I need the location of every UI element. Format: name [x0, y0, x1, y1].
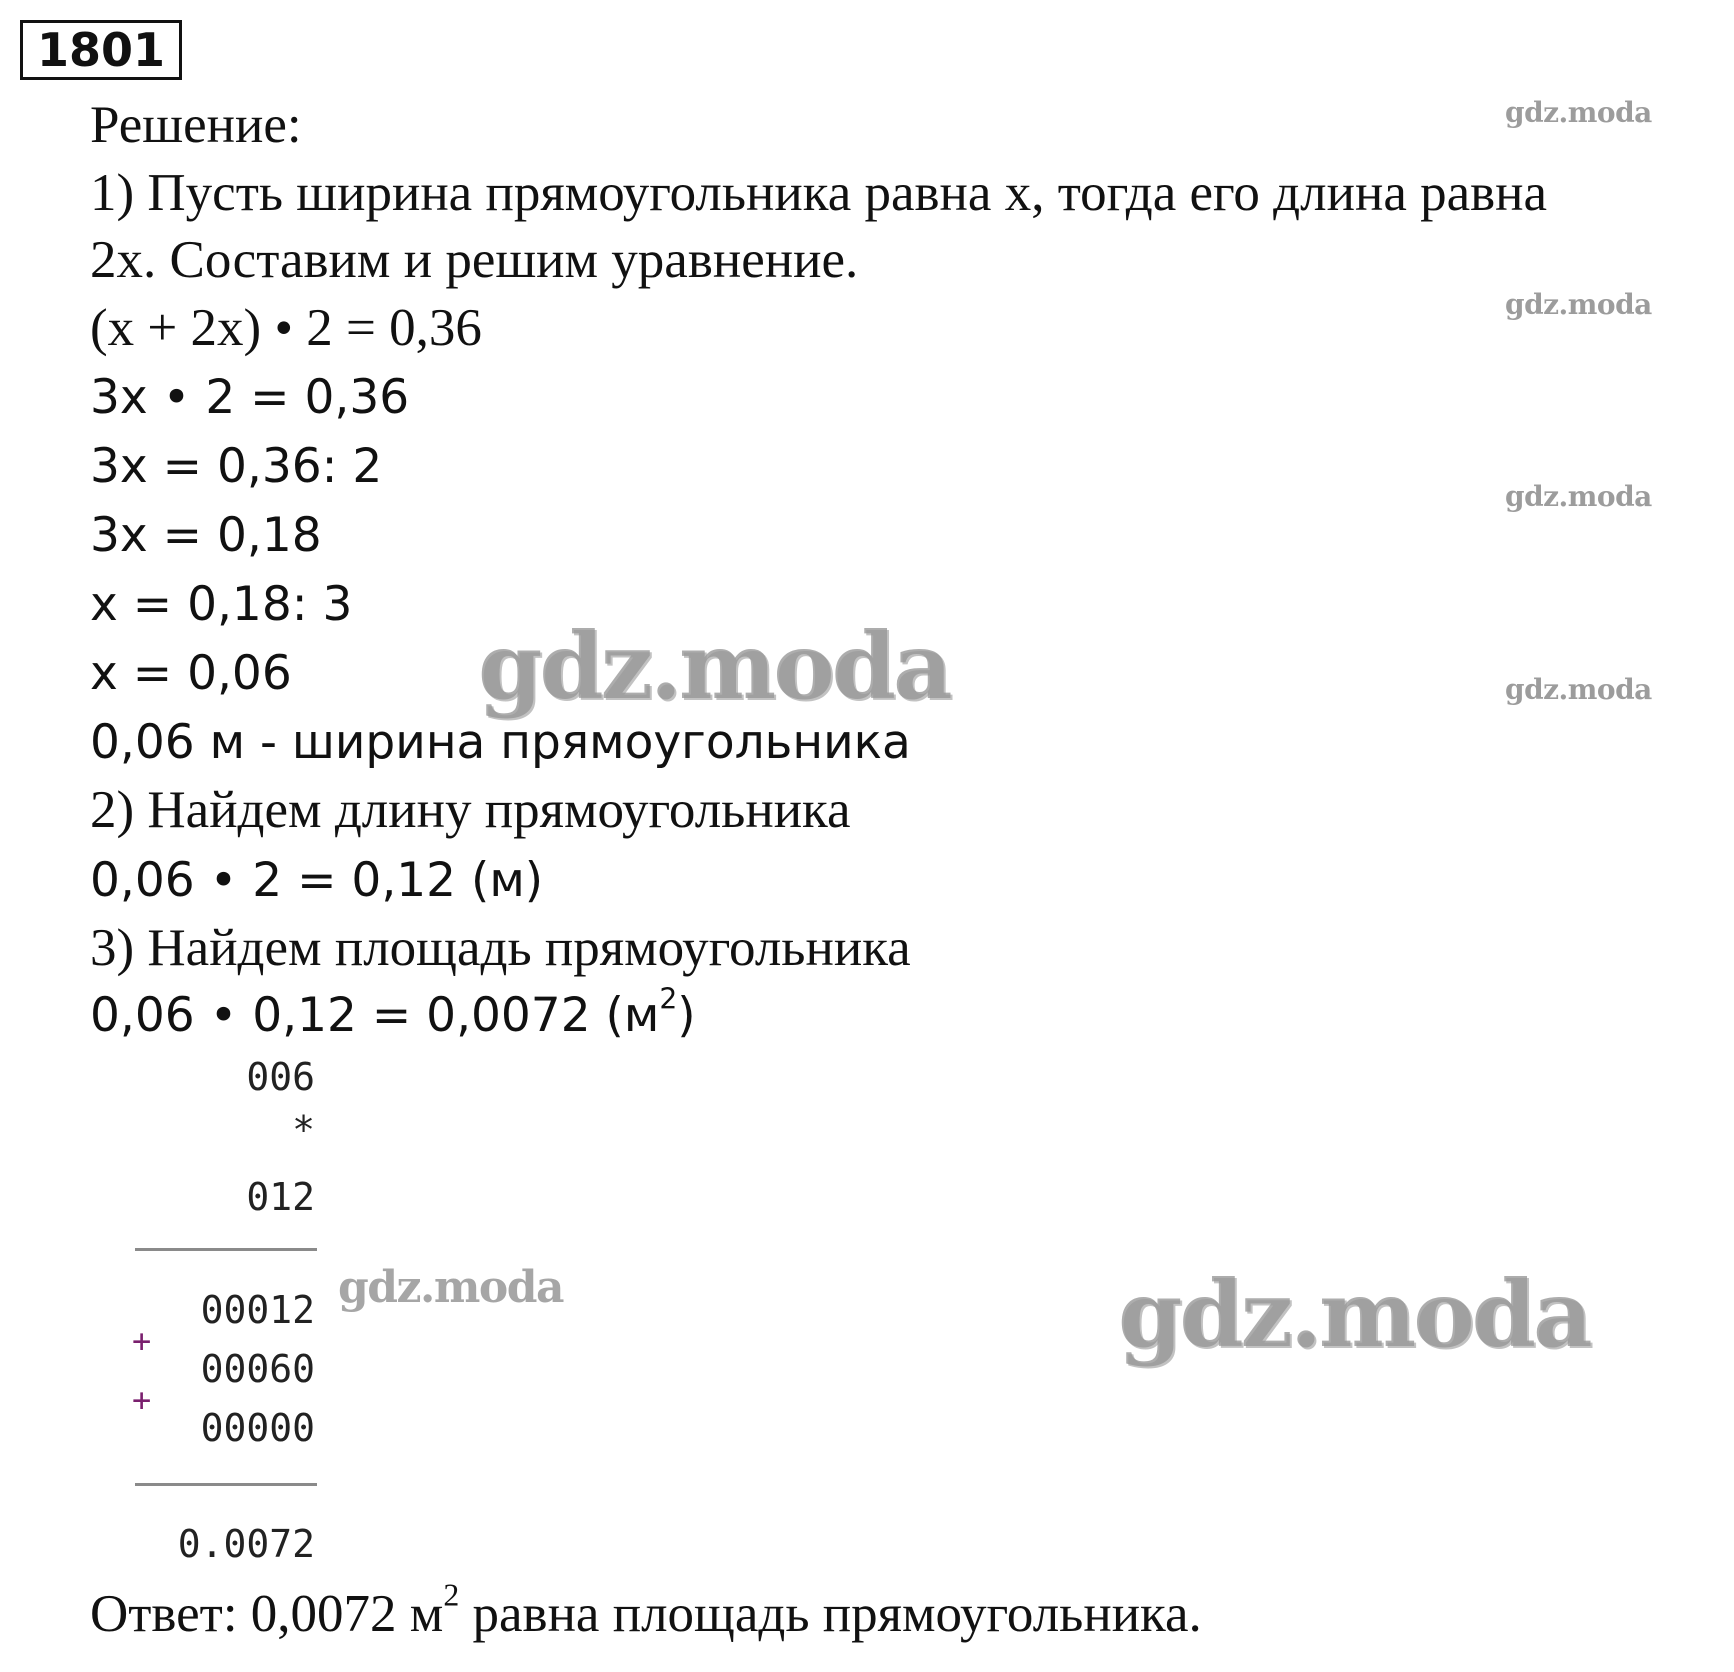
mult-divider-2	[135, 1483, 317, 1486]
equation-8	[90, 982, 696, 1043]
watermark-small-4: gdz.moda	[1505, 673, 1652, 706]
watermark-medium: gdz.moda	[338, 1262, 564, 1313]
mult-second-number: 012	[246, 1175, 315, 1219]
mult-divider-1	[135, 1248, 317, 1251]
equation-8-exponent: 2	[659, 982, 678, 1016]
equation-7: 0,06 • 2 = 0,12 (м)	[90, 853, 544, 908]
width-note: 0,06 м - ширина прямоугольника	[90, 715, 911, 770]
equation-6: х = 0,06	[90, 646, 292, 701]
task-number-badge: 1801	[20, 20, 182, 80]
equation-3: 3х = 0,36: 2	[90, 439, 383, 494]
watermark-small-3: gdz.moda	[1505, 480, 1652, 513]
watermark-large-1: gdz.moda	[478, 612, 950, 720]
partial-product-3: 00000	[200, 1406, 315, 1450]
answer-line	[90, 1577, 1202, 1644]
step3-heading: 3) Найдем площадь прямоугольника	[90, 919, 911, 977]
answer-main: Ответ: 0,0072 м	[90, 1585, 444, 1643]
partial-product-2: 00060	[200, 1347, 315, 1391]
equation-8-close: )	[677, 988, 696, 1043]
equation-5: х = 0,18: 3	[90, 577, 353, 632]
watermark-small-2: gdz.moda	[1505, 288, 1652, 321]
solution-heading: Решение:	[90, 96, 302, 154]
watermark-small-1: gdz.moda	[1505, 96, 1652, 129]
equation-2: 3х • 2 = 0,36	[90, 370, 410, 425]
step2-heading: 2) Найдем длину прямоугольника	[90, 781, 851, 839]
equation-1: (х + 2х) • 2 = 0,36	[90, 299, 482, 357]
plus-sign-2: +	[132, 1381, 152, 1419]
answer-rest: равна площадь прямоугольника.	[459, 1585, 1202, 1643]
answer-exponent: 2	[443, 1577, 460, 1613]
step1-line-1: 1) Пусть ширина прямоугольника равна х, тогда его длина равна	[90, 164, 1548, 222]
partial-product-1: 00012	[200, 1288, 315, 1332]
equation-8-main: 0,06 • 0,12 = 0,0072 (м	[90, 988, 660, 1043]
plus-sign-1: +	[132, 1322, 152, 1360]
equation-4: 3х = 0,18	[90, 508, 322, 563]
step1-line-2: 2х. Составим и решим уравнение.	[90, 231, 859, 289]
watermark-large-2: gdz.moda	[1118, 1260, 1590, 1368]
mult-result: 0.0072	[177, 1522, 315, 1566]
mult-operator: *	[292, 1108, 315, 1152]
mult-top-number: 006	[246, 1055, 315, 1099]
